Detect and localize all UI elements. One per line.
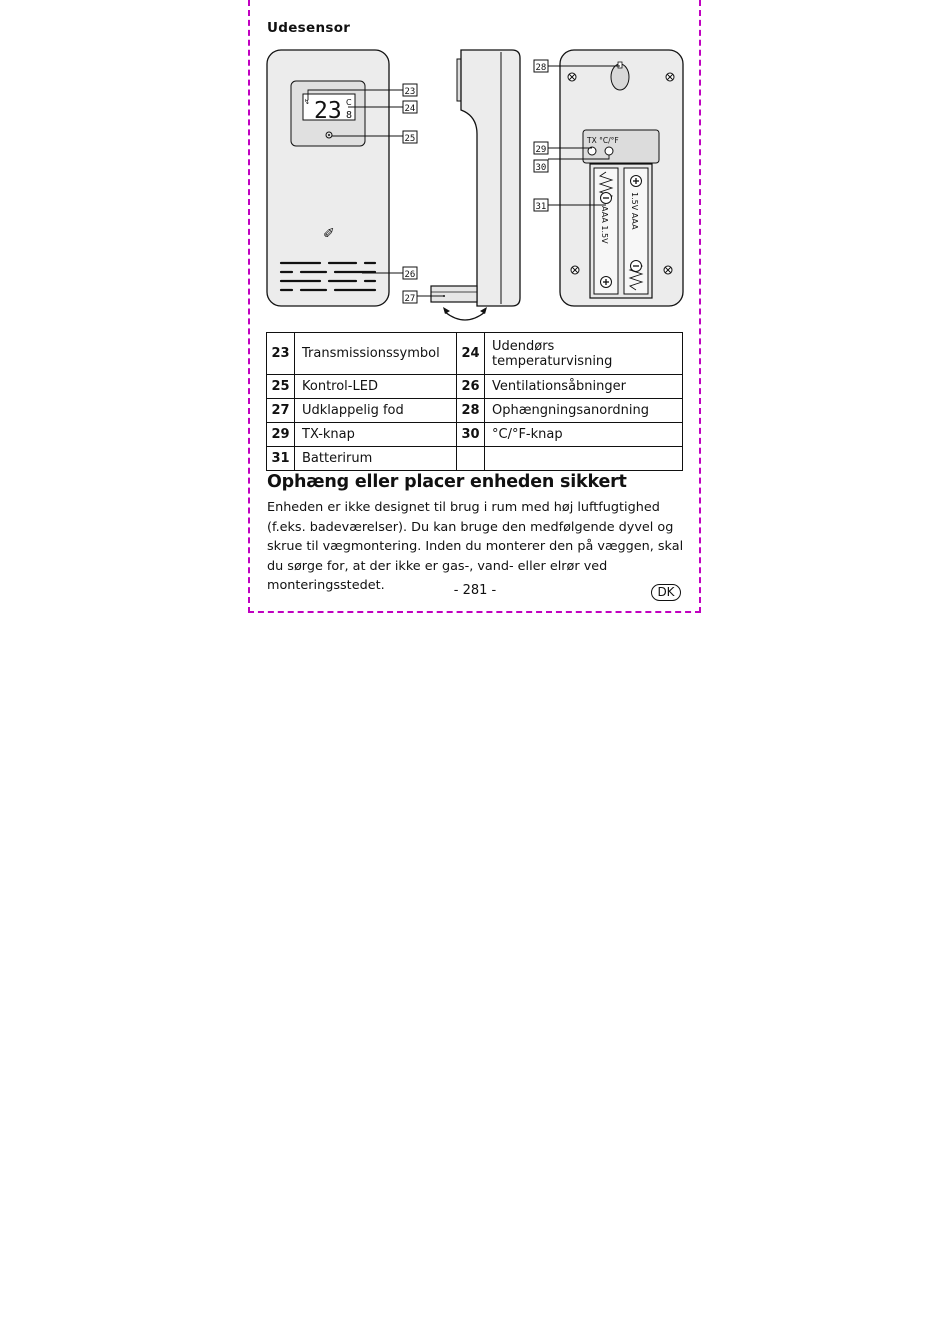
- brand-logo-icon: ✐: [323, 226, 335, 242]
- legend-number: 26: [457, 375, 485, 399]
- callout-23: 23: [404, 87, 416, 97]
- legend-label: Batterirum: [295, 447, 457, 471]
- display-reading: 23: [314, 98, 342, 124]
- page-number: - 281 -: [453, 583, 497, 598]
- unit-button-icon: [605, 147, 613, 155]
- callout-27: 27: [404, 294, 416, 304]
- back-view: [560, 50, 683, 306]
- callout-25: 25: [404, 134, 416, 144]
- display-unit: C: [346, 98, 352, 107]
- legend-number: 23: [267, 333, 295, 375]
- callout-26: 26: [404, 270, 416, 280]
- table-row: [267, 375, 683, 399]
- section-label: Udesensor: [267, 20, 351, 36]
- table-row: [267, 333, 683, 375]
- body-paragraph: Enheden er ikke designet til brug i rum med høj luftfugtighed (f.eks. badeværelser). Du kan bruge den medfølgende dyvel og skrue til vægmontering. Inden du monterer den på væggen, skal du sørge for, at der ikke er gas-, vand- eller elrør ved monteringsstedet.: [267, 500, 684, 593]
- button-labels: TX °C/°F: [587, 136, 619, 145]
- section-heading: Ophæng eller placer enheden sikkert: [267, 472, 627, 492]
- callout-29: 29: [535, 145, 547, 155]
- callout-24: 24: [404, 104, 416, 114]
- legend-number: 25: [267, 375, 295, 399]
- legend-label: °C/°F-knap: [485, 423, 683, 447]
- legend-label: Ophængningsanordning: [485, 399, 683, 423]
- table-row: [267, 399, 683, 423]
- transmission-icon: ↯: [304, 98, 310, 106]
- fold-arrow-icon: [445, 312, 485, 320]
- legend-number: 28: [457, 399, 485, 423]
- callout-30: 30: [535, 163, 547, 173]
- legend-label: Udklappelig fod: [295, 399, 457, 423]
- battery-label-1: AAA 1.5V: [600, 206, 609, 244]
- legend-label: TX-knap: [295, 423, 457, 447]
- table-row: [267, 447, 683, 471]
- legend-number: 27: [267, 399, 295, 423]
- legend-label: Kontrol-LED: [295, 375, 457, 399]
- legend-label: Udendørs temperaturvisning: [485, 333, 683, 375]
- legend-number: 24: [457, 333, 485, 375]
- legend-label: Transmissionssymbol: [295, 333, 457, 375]
- legend-label: [485, 447, 683, 471]
- side-view: [431, 50, 520, 320]
- callout-28: 28: [535, 63, 547, 73]
- legend-label: Ventilationsåbninger: [485, 375, 683, 399]
- table-row: [267, 423, 683, 447]
- parts-legend-table: [266, 332, 683, 471]
- battery-label-2: 1.5V AAA: [630, 192, 639, 230]
- sensor-illustration: [262, 44, 688, 328]
- legend-number: 31: [267, 447, 295, 471]
- legend-number: 30: [457, 423, 485, 447]
- front-view: [267, 50, 389, 306]
- legend-number: [457, 447, 485, 471]
- display-decimal: 8: [346, 110, 353, 121]
- legend-number: 29: [267, 423, 295, 447]
- callout-31: 31: [535, 202, 547, 212]
- country-code-badge: DK: [651, 584, 681, 601]
